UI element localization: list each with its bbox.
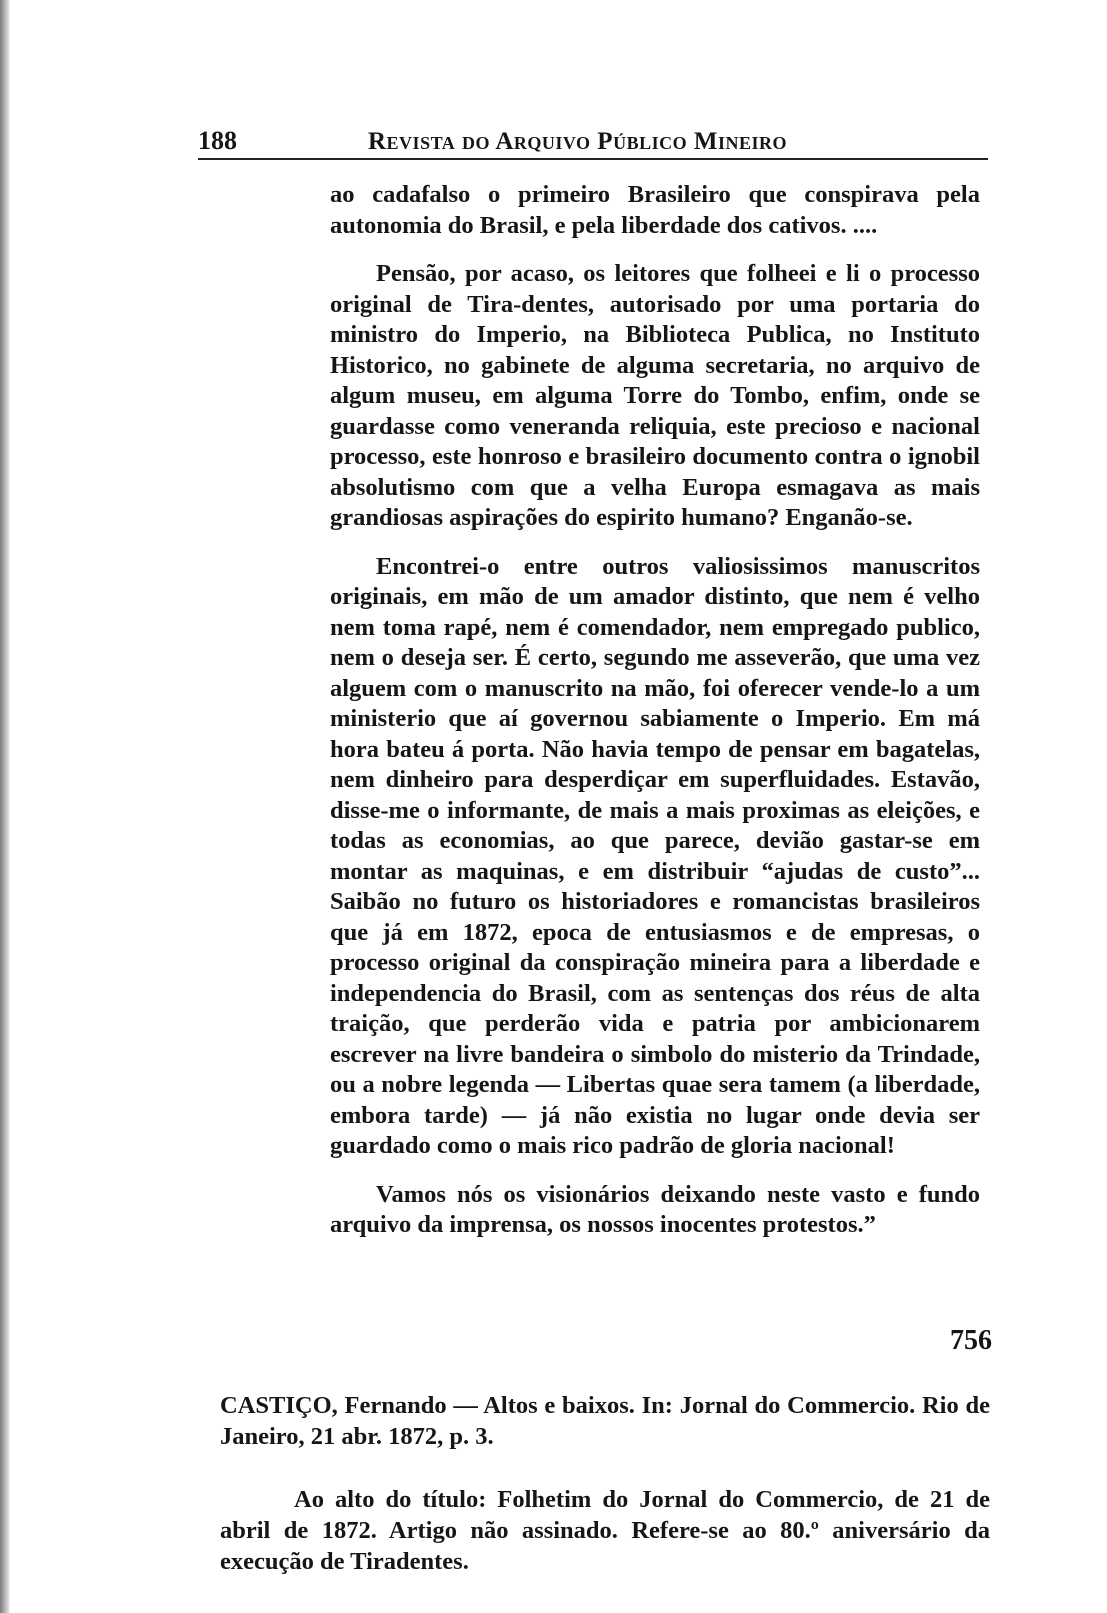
quote-paragraph: Pensão, por acaso, os leitores que folheei e li o processo original de Tira-dentes, autorisado por uma portaria do ministro do Imperio, na Bibliotеca Publica, no Instituto Historico, no gabinete de alguma secretaria, no arquivo de algum museu, em alguma Torre do Tombo, enfim, onde se guardasse como veneranda reliquia, este precioso e nacional processo, este honroso e brasileiro documento contra o ignobil absolutismo com que a velha Europa esmagava as mais grandiosas aspirações do espirito humano? Enganão-se. <box>330 260 980 531</box>
page-binding-edge <box>0 0 10 1613</box>
page-header <box>198 118 988 160</box>
quote-paragraph: Encontrei-o entre outros valiosissimos manuscritos originais, em mão de um amador distinto, que nem é velho nem toma rapé, nem é comendador, nem empregado publico, nem o deseja ser. É certo, segundo me asseverão, que uma vez alguem com o manuscrito na mão, foi oferecer vende-lo a um ministerio que aí governou sabiamente o Imperio. Em má hora bateu á porta. Não havia tempo de pensar em bagatelas, nem dinheiro para desperdiçar em superfluidades. Estavão, disse-me o informante, de mais a mais proximas as eleições, e todas as economias, ao que parece, devião gastar-se em montar as maquinas, e em distribuir “ajudas de custo”... Saibão no futuro os historiadores e romancistas brasileiros que já em 1872, epoca de entusiasmos e de empresas, o processo original da conspiração mineira para a liberdade e independencia do Brasil, com as sentenças dos réus de alta traição, que perderão vida e patria por ambicionarem escrever na livre bandeira o simbolo do misterio da Trindade, ou a nobre legenda — Libertas quae sera tamem (a liberdade, embora tarde) — já não existia no lugar onde devia ser guardado como o mais rico padrão de gloria nacional! <box>330 552 980 1159</box>
quoted-article-text <box>330 180 980 1259</box>
page-number: 188 <box>198 126 237 155</box>
quote-paragraph: ao cadafalso o primeiro Brasileiro que conspirava pela autonomia do Brasil, e pela liberdade dos cativos. .... <box>330 181 980 239</box>
entry-note: Ao alto do título: Folhetim do Jornal do Commercio, de 21 de abril de 1872. Artigo não assinado. Refere-se ao 80.º aniversário da execução de Tiradentes. <box>220 1486 990 1575</box>
entry-number: 756 <box>950 1325 992 1356</box>
bibliographic-citation: CASTIÇO, Fernando — Altos e baixos. In: Jornal do Commercio. Rio de Janeiro, 21 abr. 1872, p. 3. <box>220 1392 990 1450</box>
quote-paragraph: Vamos nós os visionários deixando neste vasto e fundo arquivo da imprensa, os nossos inocentes protestos.” <box>330 1180 980 1238</box>
running-title: Revista do Arquivo Público Mineiro <box>368 128 787 155</box>
